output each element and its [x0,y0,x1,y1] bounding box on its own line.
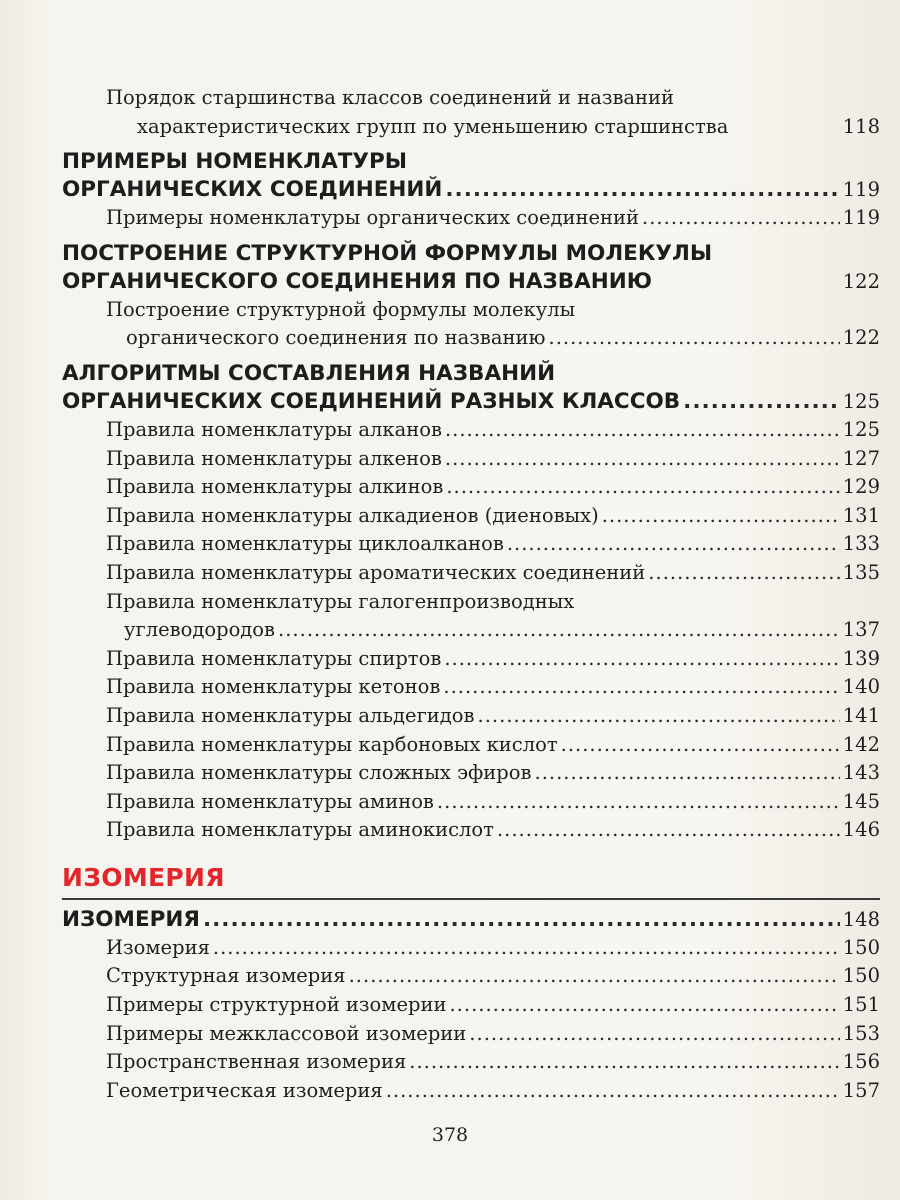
toc-entry [62,759,880,788]
toc-page-number: 142 [842,732,880,756]
toc-entry [62,673,880,702]
leader-dots [449,991,839,1020]
toc-entry [62,588,880,645]
toc-entry [62,702,880,731]
toc-entry-label: Правила номенклатуры спиртов [106,646,442,670]
leader-dots [213,934,840,963]
leader-dots [278,616,840,645]
toc-heading-label: АЛГОРИТМЫ СОСТАВЛЕНИЯ НАЗВАНИЙ [62,360,556,386]
leader-dots [445,176,839,204]
toc-entry-label: Порядок старшинства классов соединений и названий [106,86,675,109]
toc-entry-label: Правила номенклатуры циклоалканов [106,532,504,556]
toc-entry [62,473,880,502]
toc-entry [62,1077,880,1106]
leader-dots [445,416,840,445]
toc-page-number: 140 [842,675,880,699]
toc-entry [62,1020,880,1049]
section-title: ИЗОМЕРИЯ [62,862,225,892]
toc-entry-label: Правила номенклатуры аминокислот [106,818,494,842]
toc-page-number: 122 [842,269,880,293]
toc-entry-label: Правила номенклатуры сложных эфиров [106,761,532,785]
toc-page-number: 148 [842,907,880,931]
leader-dots [446,473,839,502]
toc-entry-label: Правила номенклатуры карбоновых кислот [106,732,558,756]
toc-entry-label: Геометрическая изомерия [106,1078,383,1102]
toc-page-number: 151 [842,993,880,1017]
toc-entry-label: органического соединения по названию [126,326,546,350]
toc-entry [62,296,880,353]
toc-entry-label: Правила номенклатуры алканов [106,417,442,441]
toc-entry [62,731,880,760]
toc-entry [62,559,880,588]
toc-entry-label: Правила номенклатуры кетонов [106,675,441,699]
toc-entry [62,530,880,559]
toc-entry-label: Изомерия [106,935,210,959]
leader-dots [349,962,840,991]
toc-entry [62,416,880,445]
toc-page-number: 133 [842,532,880,556]
toc-entry-label: Построение структурной формулы молекулы [106,297,576,321]
toc-entry [62,204,880,233]
table-of-contents [62,84,880,1105]
toc-heading-label: ИЗОМЕРИЯ [62,906,200,932]
toc-entry-label: Правила номенклатуры алкинов [106,475,444,499]
toc-page-number: 146 [842,818,880,842]
toc-heading-label: ПРИМЕРЫ НОМЕНКЛАТУРЫ [62,149,408,175]
toc-page-number: 145 [842,789,880,813]
toc-page-number: 137 [842,618,880,642]
toc-entry-label: Правила номенклатуры аминов [106,789,434,813]
toc-entry-label: характеристических групп по уменьшению старшинства [137,114,729,138]
toc-entry-label: Правила номенклатуры галогенпроизводных [106,589,575,613]
toc-page-number: 143 [842,761,880,785]
toc-page-number: 129 [842,475,880,499]
leader-dots [444,645,839,674]
leader-dots [445,445,840,474]
toc-page-number: 119 [842,206,880,230]
toc-page-number: 122 [842,326,880,350]
toc-page-number: 153 [842,1021,880,1045]
toc-page-number: 127 [842,446,880,470]
toc-page-number: 141 [842,703,880,727]
leader-dots [507,530,840,559]
toc-entry-label: Правила номенклатуры алкадиенов (диеновых) [106,503,599,527]
toc-page-number: 119 [842,178,880,202]
toc-page-number: 139 [842,646,880,670]
toc-page-number: 156 [842,1050,880,1074]
toc-heading-label: ОРГАНИЧЕСКОГО СОЕДИНЕНИЯ ПО НАЗВАНИЮ [62,268,653,294]
leader-dots [478,702,840,731]
leader-dots [683,388,840,416]
leader-dots [535,759,840,788]
toc-entry-label: Примеры номенклатуры органических соединений [106,206,640,230]
toc-page-number: 157 [842,1078,880,1102]
toc-entry [62,1048,880,1077]
leader-dots [203,906,840,934]
toc-page-number: 125 [842,389,880,413]
leader-dots [642,204,840,233]
toc-entry-label: углеводородов [124,618,276,642]
leader-dots [602,502,840,531]
leader-dots [648,559,839,588]
toc-section-heading [62,148,880,204]
toc-entry [62,962,880,991]
toc-entry [62,991,880,1020]
toc-page-number: 125 [842,417,880,441]
toc-entry [62,934,880,963]
toc-entry [62,84,880,141]
toc-entry-label: Правила номенклатуры ароматических соединений [106,560,646,584]
toc-entry-label: Правила номенклатуры алкенов [106,446,442,470]
toc-entry-label: Пространственная изомерия [106,1050,407,1074]
toc-entry [62,502,880,531]
toc-entry-label: Правила номенклатуры альдегидов [106,703,475,727]
toc-heading-label: ОРГАНИЧЕСКИХ СОЕДИНЕНИЙ [62,177,443,203]
toc-heading-label: ОРГАНИЧЕСКИХ СОЕДИНЕНИЙ РАЗНЫХ КЛАССОВ [62,388,681,414]
leader-dots [386,1077,840,1106]
toc-page-number: 150 [842,964,880,988]
leader-dots [497,816,840,845]
leader-dots [437,788,840,817]
toc-heading-label: ПОСТРОЕНИЕ СТРУКТУРНОЙ ФОРМУЛЫ МОЛЕКУЛЫ [62,240,713,266]
toc-section-heading [62,360,880,416]
toc-entry [62,645,880,674]
toc-entry-label: Примеры структурной изомерии [106,993,447,1017]
toc-section-heading [62,240,880,296]
toc-page-number: 131 [842,503,880,527]
leader-dots [443,673,839,702]
toc-section-heading [62,906,880,934]
toc-entry-label: Примеры межклассовой изомерии [106,1021,467,1045]
toc-entry [62,788,880,817]
toc-entry-label: Структурная изомерия [106,964,346,988]
page-number: 378 [431,1124,469,1146]
toc-page-number: 118 [842,114,880,138]
toc-entry [62,445,880,474]
toc-page-number: 135 [842,560,880,584]
section-divider [62,898,880,900]
toc-page-number: 150 [842,935,880,959]
leader-dots [561,731,840,760]
toc-entry [62,816,880,845]
leader-dots [549,324,840,353]
leader-dots [409,1048,840,1077]
leader-dots [469,1020,839,1049]
